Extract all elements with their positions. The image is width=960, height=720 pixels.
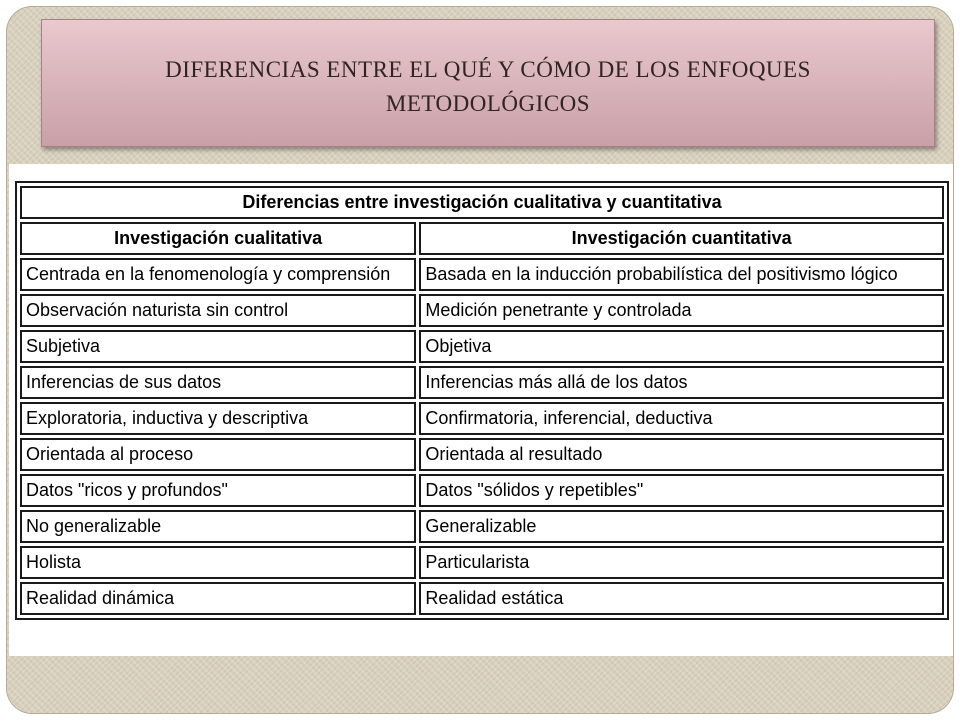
table-row (20, 582, 944, 615)
cell-cuantitativa: Realidad estática (419, 582, 944, 615)
table-image-area (9, 164, 953, 656)
slide-background (6, 6, 954, 714)
comparison-table (15, 181, 949, 620)
table-caption: Diferencias entre investigación cualitativa y cuantitativa (20, 186, 944, 219)
table-header-row (20, 222, 944, 255)
cell-cualitativa: Inferencias de sus datos (20, 366, 416, 399)
title-banner (41, 19, 935, 147)
cell-cualitativa: Orientada al proceso (20, 438, 416, 471)
cell-cualitativa: Centrada en la fenomenología y comprensión (20, 258, 416, 291)
header-cualitativa: Investigación cualitativa (20, 222, 416, 255)
cell-cualitativa: Datos "ricos y profundos" (20, 474, 416, 507)
table-row (20, 438, 944, 471)
cell-cuantitativa: Confirmatoria, inferencial, deductiva (419, 402, 944, 435)
cell-cualitativa: Realidad dinámica (20, 582, 416, 615)
table-row (20, 546, 944, 579)
cell-cualitativa: No generalizable (20, 510, 416, 543)
cell-cuantitativa: Inferencias más allá de los datos (419, 366, 944, 399)
slide-title (98, 53, 878, 121)
slide-title-line-2: METODOLÓGICOS (385, 91, 591, 116)
table-row (20, 510, 944, 543)
cell-cualitativa: Holista (20, 546, 416, 579)
table-row (20, 294, 944, 327)
cell-cuantitativa: Generalizable (419, 510, 944, 543)
cell-cuantitativa: Orientada al resultado (419, 438, 944, 471)
cell-cuantitativa: Particularista (419, 546, 944, 579)
table-row (20, 402, 944, 435)
cell-cualitativa: Observación naturista sin control (20, 294, 416, 327)
cell-cuantitativa: Basada en la inducción probabilística del positivismo lógico (419, 258, 944, 291)
table-caption-row (20, 186, 944, 219)
header-cuantitativa: Investigación cuantitativa (419, 222, 944, 255)
cell-cuantitativa: Objetiva (419, 330, 944, 363)
cell-cualitativa: Exploratoria, inductiva y descriptiva (20, 402, 416, 435)
table-row (20, 258, 944, 291)
table-row (20, 366, 944, 399)
cell-cuantitativa: Datos "sólidos y repetibles" (419, 474, 944, 507)
slide-title-line-1: DIFERENCIAS ENTRE EL QUÉ Y CÓMO DE LOS ENFOQUES (165, 57, 811, 82)
table-row (20, 330, 944, 363)
cell-cuantitativa: Medición penetrante y controlada (419, 294, 944, 327)
table-row (20, 474, 944, 507)
cell-cualitativa: Subjetiva (20, 330, 416, 363)
